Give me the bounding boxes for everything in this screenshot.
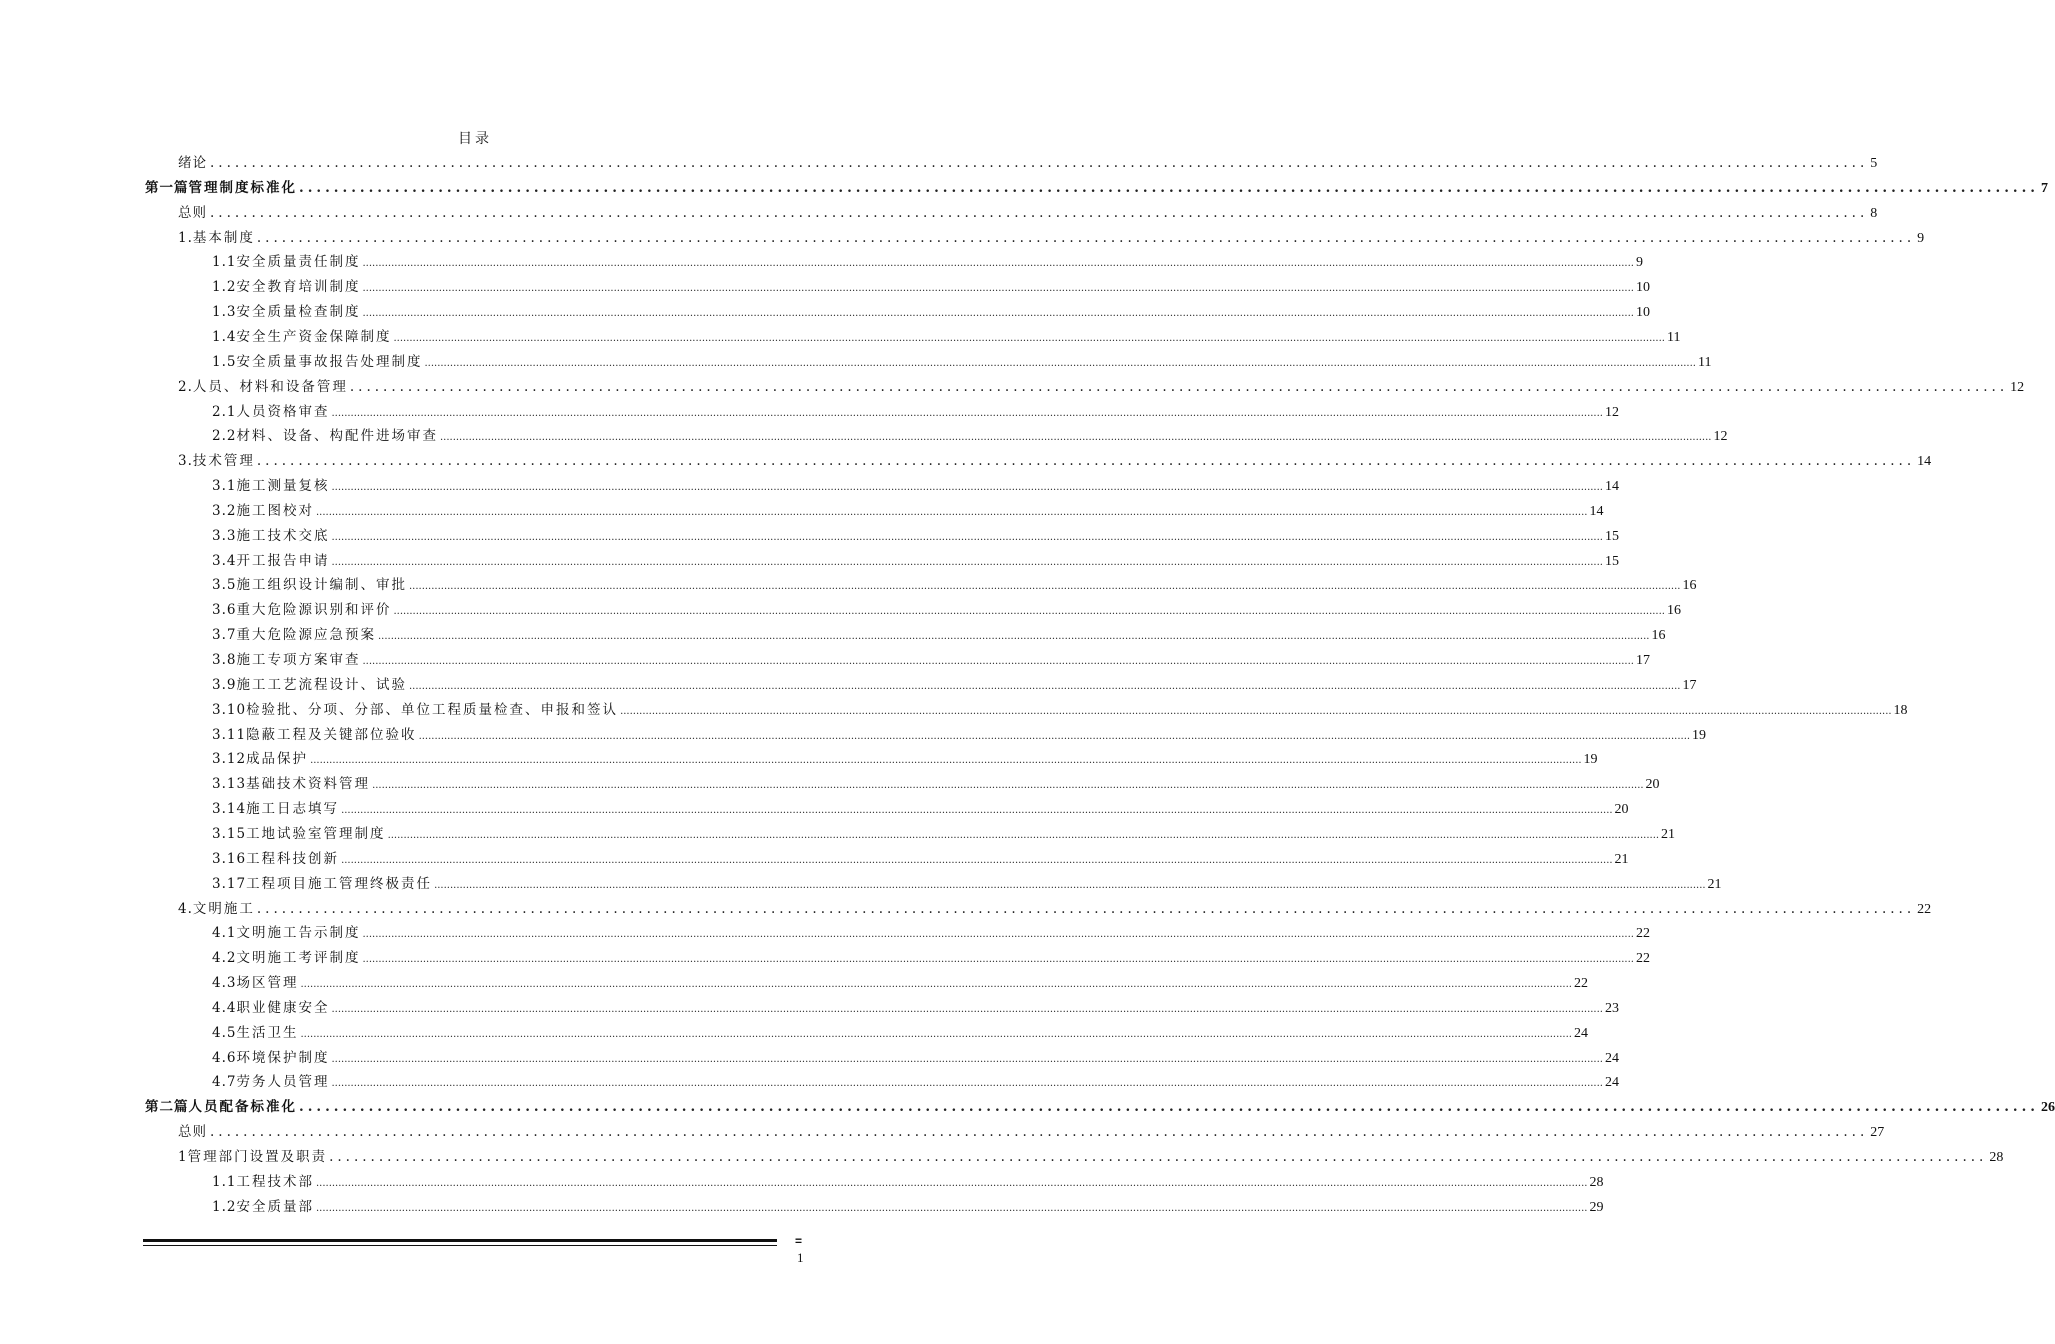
toc-entry-page: 9 — [1635, 255, 1643, 271]
toc-entry-number: 3.13 — [212, 776, 247, 793]
toc-entry-page: 20 — [1614, 802, 1629, 818]
toc-entry-number: 1.2 — [212, 1198, 237, 1215]
toc-entry-number: 第一篇 — [145, 179, 189, 196]
toc-entry[interactable] — [212, 797, 1629, 821]
toc-entry-number: 4.7 — [212, 1074, 237, 1091]
toc-entry-number: 4.6 — [212, 1049, 237, 1066]
toc-entry-page: 28 — [1989, 1150, 2004, 1165]
toc-entry-number: 4.1 — [212, 925, 237, 942]
toc-entry-number: 3.4 — [212, 552, 237, 569]
toc-dot-leader: ........................................................................................................................................................................................................ — [210, 204, 1869, 221]
toc-entry[interactable] — [178, 201, 1878, 225]
toc-entry-page: 16 — [1682, 578, 1697, 594]
toc-entry-page: 27 — [1870, 1125, 1885, 1141]
toc-entry-label: 文明施工 — [192, 900, 255, 917]
toc-entry-page: 17 — [1682, 677, 1697, 693]
toc-entry-number: 4. — [178, 900, 193, 917]
toc-entry-label: 材料、设备、构配件进场审查 — [236, 428, 438, 445]
toc-dot-leader: ................................................................................................................................................................................................................................................................................................................................................................................................................ — [362, 929, 1634, 941]
toc-dot-leader: ................................................................................................................................................................................................................................................................................................................................................................................................................ — [408, 680, 1681, 692]
toc-entry-number: 4.4 — [212, 999, 237, 1016]
toc-entry-page: 10 — [1635, 280, 1650, 296]
toc-entry-page: 24 — [1573, 1025, 1588, 1041]
toc-entry[interactable] — [178, 897, 1932, 921]
toc-entry-label: 安全教育培训制度 — [236, 279, 361, 296]
toc-entry-label: 施工测量复核 — [236, 478, 330, 495]
toc-dot-leader: ................................................................................................................................................................................................................................................................................................................................................................................................................ — [315, 506, 1588, 518]
toc-entry-page: 29 — [1589, 1199, 1604, 1215]
toc-entry-label: 文明施工告示制度 — [236, 925, 361, 942]
footer-rule-thick — [143, 1239, 777, 1242]
toc-entry-page: 23 — [1604, 1000, 1619, 1016]
toc-dot-leader: ................................................................................................................................................................................................................................................................................................................................................................................................................ — [439, 432, 1712, 444]
toc-entry-number: 4.5 — [212, 1024, 237, 1041]
toc-entry-number: 1.1 — [212, 254, 237, 271]
toc-entry-number: 2. — [178, 378, 193, 395]
toc-entry-page: 16 — [1666, 603, 1681, 619]
toc-entry[interactable] — [178, 151, 1878, 175]
toc-entry-page: 28 — [1589, 1174, 1604, 1190]
toc-entry-page: 14 — [1589, 503, 1604, 519]
toc-entry-number: 3. — [178, 453, 193, 470]
toc-entry[interactable] — [212, 1195, 1604, 1219]
toc-entry-label: 安全质量检查制度 — [236, 304, 361, 321]
toc-entry[interactable] — [212, 872, 1722, 896]
toc-entry-page: 21 — [1661, 826, 1676, 842]
toc-entry-page: 19 — [1583, 752, 1598, 768]
toc-dot-leader: ................................................................................................................................................................................................................................................................................................................................................................................................................ — [300, 1028, 1572, 1040]
toc-entry[interactable] — [212, 822, 1676, 846]
toc-entry-number: 3.15 — [212, 825, 247, 842]
toc-entry[interactable] — [178, 1145, 2004, 1169]
toc-entry-page: 14 — [1917, 454, 1932, 470]
toc-entry[interactable] — [212, 747, 1598, 771]
toc-entry-page: 18 — [1893, 702, 1908, 718]
toc-entry-label: 管理制度标准化 — [188, 179, 297, 196]
toc-dot-leader: ........................................................................................................................................................................................................ — [256, 900, 1916, 917]
toc-entry[interactable] — [212, 623, 1666, 647]
toc-entry-label: 技术管理 — [192, 453, 255, 470]
toc-dot-leader: ................................................................................................................................................................................................................................................................................................................................................................................................................ — [434, 879, 1706, 891]
toc-entry-number: 3.9 — [212, 676, 237, 693]
toc-entry-label: 施工图校对 — [236, 502, 314, 519]
toc-dot-leader: ................................................................................................................................................................................................................................................................................................................................................................................................................ — [362, 656, 1634, 667]
toc-entry[interactable] — [212, 1070, 1619, 1094]
toc-entry-label: 工程项目施工管理终极责任 — [246, 875, 433, 892]
toc-entry-label: 基本制度 — [192, 229, 255, 246]
toc-entry[interactable] — [212, 648, 1650, 672]
toc-entry-page: 8 — [1870, 205, 1878, 221]
toc-entry-number: 1.5 — [212, 353, 237, 370]
toc-entry-number: 4.3 — [212, 975, 237, 992]
toc-entry-label: 文明施工考评制度 — [236, 950, 361, 967]
toc-entry-number: 总 — [178, 204, 193, 221]
toc-entry-number: 2.1 — [212, 403, 237, 420]
toc-dot-leader: ................................................................................................................................................................................................................................................................................................................................................................................................................ — [331, 556, 1603, 568]
toc-entry-number: 3.3 — [212, 527, 237, 544]
toc-entry-page: 15 — [1604, 528, 1619, 544]
toc-dot-leader: ................................................................................................................................................................................................................................................................................................................................................................................................................ — [315, 1177, 1588, 1189]
toc-entry-number: 3.10 — [212, 701, 247, 718]
toc-entry-number: 3.1 — [212, 478, 237, 495]
toc-dot-leader: ........................................................................................................................................................................................................ — [329, 1149, 1988, 1165]
toc-dot-leader: ................................................................................................................................................................................................................................................................................................................................................................................................................ — [315, 1202, 1588, 1214]
toc-entry[interactable] — [212, 946, 1650, 970]
toc-entry-number: 4.2 — [212, 950, 237, 967]
toc-entry-number: 1.3 — [212, 304, 237, 321]
toc-entry-label: 工地试验室管理制度 — [246, 825, 386, 842]
toc-entry[interactable] — [145, 1095, 2055, 1119]
toc-entry-number: 3.2 — [212, 502, 237, 519]
toc-entry-page: 24 — [1604, 1075, 1619, 1091]
toc-entry-label: 工程技术部 — [236, 1173, 314, 1190]
toc-dot-leader: ........................................................................................................................................................................................................ — [299, 179, 2039, 196]
toc-entry[interactable] — [212, 300, 1650, 324]
toc-entry[interactable] — [212, 549, 1619, 573]
toc-dot-leader: ................................................................................................................................................................................................................................................................................................................................................................................................................ — [377, 631, 1650, 643]
toc-dot-leader: ................................................................................................................................................................................................................................................................................................................................................................................................................ — [300, 979, 1572, 991]
toc-entry[interactable] — [212, 325, 1681, 349]
toc-entry[interactable] — [178, 1120, 1885, 1144]
toc-entry[interactable] — [212, 1170, 1604, 1194]
toc-dot-leader: ................................................................................................................................................................................................................................................................................................................................................................................................................ — [331, 407, 1603, 419]
toc-entry[interactable] — [212, 424, 1728, 448]
toc-entry-page: 21 — [1707, 876, 1722, 892]
toc-entry-label: 安全质量部 — [236, 1198, 314, 1215]
toc-entry-label: 安全生产资金保障制度 — [236, 328, 392, 345]
toc-entry-page: 17 — [1635, 653, 1650, 668]
toc-entry-label: 施工日志填写 — [246, 801, 340, 818]
toc-entry-number: 1.2 — [212, 279, 237, 296]
toc-entry-page: 22 — [1917, 901, 1932, 917]
toc-dot-leader: ................................................................................................................................................................................................................................................................................................................................................................................................................ — [362, 954, 1634, 966]
toc-entry-label: 论 — [192, 155, 208, 171]
toc-entry-number: 总 — [178, 1124, 193, 1141]
toc-entry-page: 21 — [1614, 851, 1629, 867]
toc-entry[interactable] — [178, 375, 2025, 399]
toc-entry-number: 3.6 — [212, 602, 237, 619]
footer-marker: = — [795, 1234, 803, 1248]
toc-entry-label: 工程科技创新 — [246, 850, 340, 867]
toc-entry-label: 重大危险源识别和评价 — [236, 602, 392, 619]
toc-dot-leader: ........................................................................................................................................................................................................ — [299, 1099, 2039, 1116]
toc-entry-label: 施工工艺流程设计、试验 — [236, 676, 407, 693]
toc-entry-label: 隐蔽工程及关键部位验收 — [246, 726, 417, 743]
toc-entry-label: 施工技术交底 — [236, 527, 330, 544]
toc-entry-label: 人员配备标准化 — [188, 1099, 297, 1116]
toc-entry-page: 15 — [1604, 553, 1619, 569]
toc-dot-leader: ................................................................................................................................................................................................................................................................................................................................................................................................................ — [372, 780, 1644, 792]
toc-entry[interactable] — [212, 971, 1588, 995]
toc-entry-label: 则 — [192, 1124, 208, 1141]
toc-entry-label: 职业健康安全 — [236, 999, 330, 1016]
toc-entry-number: 1.1 — [212, 1173, 237, 1190]
toc-dot-leader: ................................................................................................................................................................................................................................................................................................................................................................................................................ — [362, 258, 1634, 270]
toc-entry[interactable] — [212, 698, 1908, 722]
toc-dot-leader: ................................................................................................................................................................................................................................................................................................................................................................................................................ — [331, 1078, 1603, 1090]
toc-entry[interactable] — [178, 449, 1932, 473]
toc-entry-number: 3.5 — [212, 577, 237, 594]
toc-entry[interactable] — [212, 598, 1681, 622]
toc-entry-number: 2.2 — [212, 428, 237, 445]
toc-dot-leader: ................................................................................................................................................................................................................................................................................................................................................................................................................ — [331, 1003, 1603, 1015]
toc-entry[interactable] — [212, 1046, 1619, 1070]
toc-dot-leader: ................................................................................................................................................................................................................................................................................................................................................................................................................ — [341, 805, 1613, 817]
toc-dot-leader: ................................................................................................................................................................................................................................................................................................................................................................................................................ — [310, 755, 1582, 767]
toc-dot-leader: ................................................................................................................................................................................................................................................................................................................................................................................................................ — [331, 1053, 1603, 1065]
toc-title: 目录 — [458, 131, 492, 147]
toc-entry[interactable] — [212, 250, 1643, 274]
toc-entry-page: 22 — [1635, 926, 1650, 942]
toc-entry[interactable] — [212, 847, 1629, 871]
toc-entry-number: 绪 — [178, 155, 193, 171]
toc-entry-page: 10 — [1635, 305, 1650, 321]
toc-entry-number: 3.12 — [212, 751, 247, 768]
toc-entry-page: 22 — [1635, 951, 1650, 967]
toc-dot-leader: ........................................................................................................................................................................................................ — [256, 453, 1916, 470]
toc-entry[interactable] — [212, 524, 1619, 548]
toc-entry-label: 施工专项方案审查 — [236, 652, 361, 668]
toc-entry-page: 11 — [1697, 354, 1712, 370]
footer-rule-thin — [143, 1245, 777, 1246]
toc-dot-leader: ................................................................................................................................................................................................................................................................................................................................................................................................................ — [620, 705, 1892, 717]
toc-entry-page: 11 — [1666, 329, 1681, 345]
toc-entry-number: 1.4 — [212, 328, 237, 345]
toc-entry[interactable] — [212, 723, 1707, 747]
toc-entry-page: 19 — [1692, 727, 1707, 743]
toc-entry-label: 安全质量责任制度 — [236, 254, 361, 271]
toc-entry-label: 检验批、分项、分部、单位工程质量检查、申报和签认 — [246, 701, 619, 718]
toc-entry-page: 12 — [1604, 404, 1619, 420]
toc-entry-number: 1. — [178, 229, 193, 246]
toc-dot-leader: ................................................................................................................................................................................................................................................................................................................................................................................................................ — [424, 357, 1696, 369]
toc-dot-leader: ........................................................................................................................................................................................................ — [256, 229, 1916, 246]
toc-entry-label: 场区管理 — [236, 975, 299, 992]
toc-entry[interactable] — [212, 275, 1650, 299]
toc-dot-leader: ................................................................................................................................................................................................................................................................................................................................................................................................................ — [408, 581, 1681, 593]
toc-entry-label: 劳务人员管理 — [236, 1074, 330, 1091]
toc-entry[interactable] — [212, 921, 1650, 945]
toc-entry-number: 3.14 — [212, 801, 247, 818]
toc-entry-page: 5 — [1870, 156, 1878, 171]
toc-entry-page: 26 — [2041, 1100, 2055, 1116]
toc-dot-leader: ................................................................................................................................................................................................................................................................................................................................................................................................................ — [418, 730, 1691, 742]
toc-entry-label: 开工报告申请 — [236, 552, 330, 569]
toc-entry-number: 1 — [178, 1149, 188, 1165]
toc-dot-leader: ................................................................................................................................................................................................................................................................................................................................................................................................................ — [393, 332, 1665, 344]
toc-entry[interactable] — [178, 226, 1925, 250]
toc-entry-page: 7 — [2041, 180, 2048, 196]
toc-dot-leader: ................................................................................................................................................................................................................................................................................................................................................................................................................ — [362, 283, 1634, 295]
toc-entry-label: 成品保护 — [246, 751, 309, 768]
toc-entry[interactable] — [145, 176, 2048, 200]
toc-entry-number: 3.8 — [212, 652, 237, 668]
toc-entry-label: 管理部门设置及职责 — [187, 1149, 328, 1165]
toc-entry-page: 14 — [1604, 479, 1619, 495]
toc-entry-label: 生活卫生 — [236, 1024, 299, 1041]
toc-dot-leader: ................................................................................................................................................................................................................................................................................................................................................................................................................ — [341, 854, 1613, 866]
toc-entry-page: 20 — [1645, 777, 1660, 793]
toc-entry-page: 22 — [1573, 976, 1588, 992]
toc-dot-leader: ........................................................................................................................................................................................................ — [210, 155, 1869, 171]
toc-dot-leader: ........................................................................................................................................................................................................ — [210, 1124, 1869, 1141]
toc-entry-number: 第二篇 — [145, 1099, 189, 1116]
toc-entry-label: 环境保护制度 — [236, 1049, 330, 1066]
toc-entry-number: 3.11 — [212, 726, 247, 743]
toc-entry[interactable] — [212, 996, 1619, 1020]
toc-entry-label: 则 — [192, 204, 208, 221]
toc-entry[interactable] — [212, 474, 1619, 498]
toc-dot-leader: ................................................................................................................................................................................................................................................................................................................................................................................................................ — [362, 308, 1634, 320]
toc-entry-number: 3.16 — [212, 850, 247, 867]
toc-entry[interactable] — [212, 499, 1604, 523]
toc-entry-page: 16 — [1651, 628, 1666, 644]
footer-page-number: 1 — [797, 1250, 804, 1265]
toc-entry-label: 人员、材料和设备管理 — [192, 378, 348, 395]
toc-entry-number: 3.17 — [212, 875, 247, 892]
toc-entry-label: 基础技术资料管理 — [246, 776, 371, 793]
toc-entry-label: 重大危险源应急预案 — [236, 627, 376, 644]
toc-entry[interactable] — [212, 350, 1712, 374]
toc-dot-leader: ........................................................................................................................................................................................................ — [349, 378, 2009, 395]
toc-dot-leader: ................................................................................................................................................................................................................................................................................................................................................................................................................ — [387, 829, 1660, 841]
toc-dot-leader: ................................................................................................................................................................................................................................................................................................................................................................................................................ — [331, 482, 1603, 494]
toc-entry[interactable] — [212, 1021, 1588, 1045]
toc-entry-number: 3.7 — [212, 627, 237, 644]
toc-entry[interactable] — [212, 673, 1697, 697]
toc-entry[interactable] — [212, 573, 1697, 597]
toc-entry-page: 12 — [2010, 379, 2025, 395]
toc-entry[interactable] — [212, 772, 1660, 796]
toc-entry[interactable] — [212, 400, 1619, 424]
toc-dot-leader: ................................................................................................................................................................................................................................................................................................................................................................................................................ — [393, 606, 1665, 618]
toc-entry-label: 人员资格审查 — [236, 403, 330, 420]
toc-dot-leader: ................................................................................................................................................................................................................................................................................................................................................................................................................ — [331, 531, 1603, 543]
toc-entry-page: 12 — [1713, 429, 1728, 445]
toc-entry-label: 安全质量事故报告处理制度 — [236, 353, 423, 370]
toc-entry-page: 24 — [1604, 1050, 1619, 1066]
toc-entry-page: 9 — [1917, 230, 1925, 246]
toc-entry-label: 施工组织设计编制、审批 — [236, 577, 407, 594]
